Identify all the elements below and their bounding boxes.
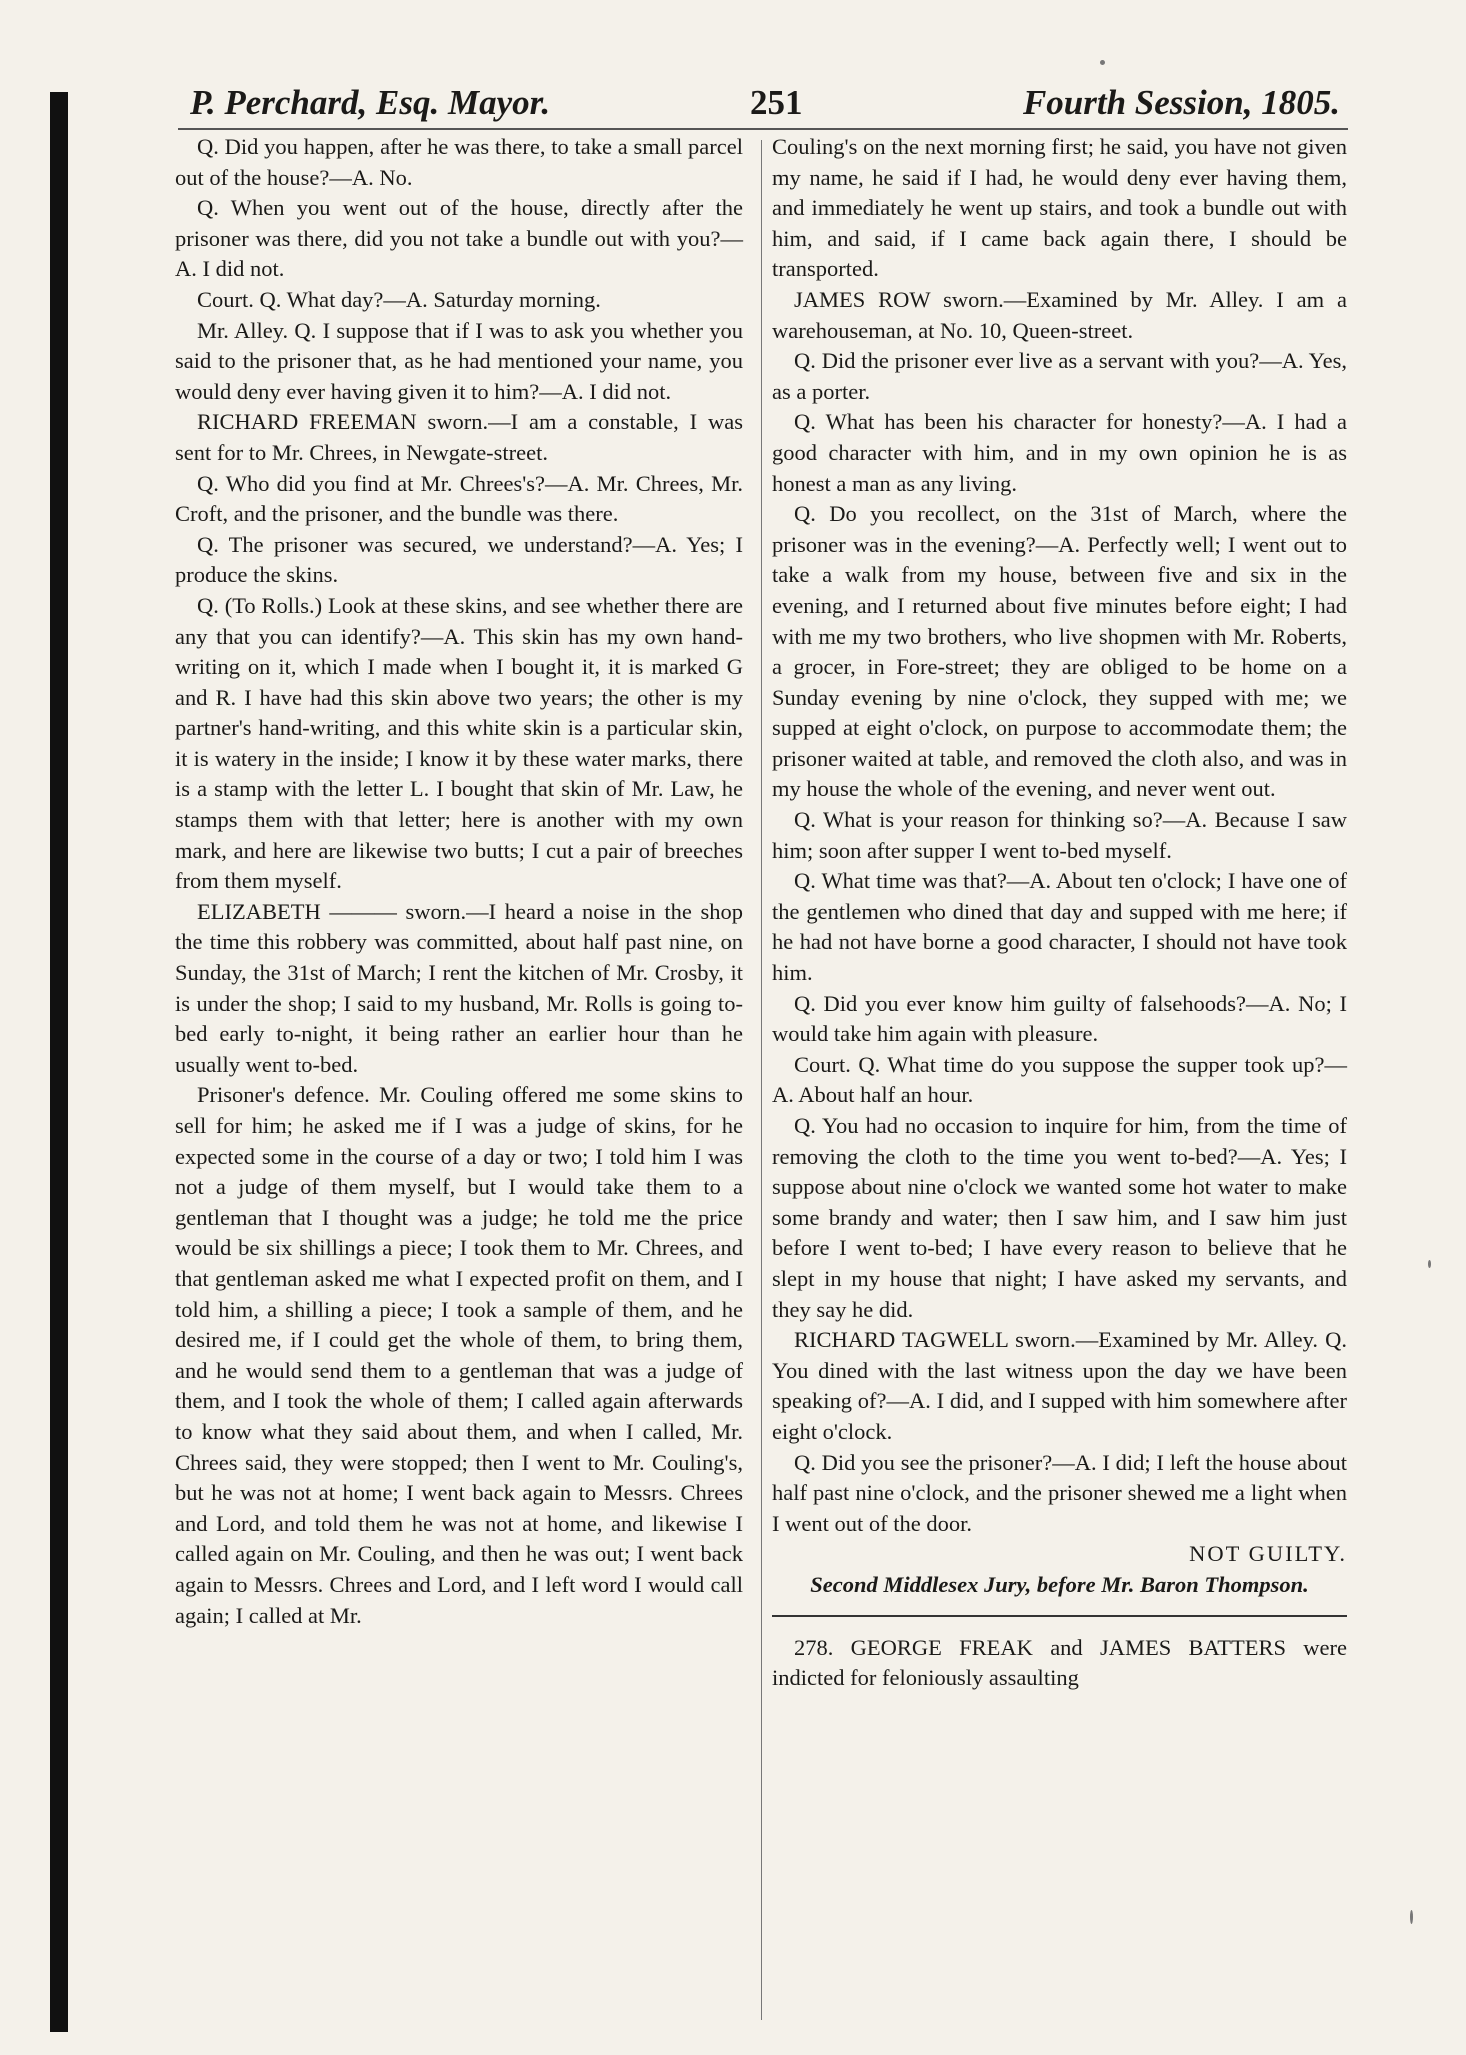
paragraph: ELIZABETH ——— sworn.—I heard a noise in the shop the time this robbery was committed, about half past nine, on Sunday, the 31st of March; I rent the kitchen of Mr. Crosby, it is under the shop; I said to my husband, Mr. Rolls is going to-bed early to-night, it being rather an earlier hour than he usually went to-bed. [175,898,743,1077]
paragraph: Q. You had no occasion to inquire for him, from the time of removing the cloth to the time you went to-bed?—A. Yes; I suppose about nine o'clock we wanted some hot water to make some brandy and water; then I saw him, and I saw him just before I went to-bed; I have every reason to believe that he slept in my house that night; I have asked my servants, and they say he did. [772,1113,1347,1322]
running-head-right: Fourth Session, 1805. [1022,83,1340,122]
paragraph: Mr. Alley. Q. I suppose that if I was to ask you whether you said to the prisoner that, as he had mentioned your name, you would deny ever having given it to him?—A. I did not. [175,317,743,404]
paragraph: RICHARD FREEMAN sworn.—I am a constable, I was sent for to Mr. Chrees, in Newgate-street. [175,409,743,465]
print-speck [1100,60,1105,65]
print-speck [1410,1910,1413,1924]
page-number: 251 [750,83,803,122]
paragraph: Q. Do you recollect, on the 31st of March, where the prisoner was in the evening?—A. Perfectly well; I went out to take a walk from my house, between five and six in the evening, and I returned about five minutes before eight; I had with me my two brothers, who live shopmen with Mr. Roberts, a grocer, in Fore-street; they are obliged to be home on a Sunday evening by nine o'clock, they supped with me; we supped at eight o'clock, on purpose to accommodate them; the prisoner waited at table, and removed the cloth also, and was in my house the whole of the evening, and never went out. [772,501,1347,802]
paragraph: Q. Who did you find at Mr. Chrees's?—A. Mr. Chrees, Mr. Croft, and the prisoner, and the bundle was there. [175,470,743,527]
paragraph: Q. What time was that?—A. About ten o'clock; I have one of the gentlemen who dined that day and supped with me here; if he had not have borne a good character, I should not have took him. [772,868,1347,986]
paragraph: Prisoner's defence. Mr. Couling offered me some skins to sell for him; he asked me if I was a judge of skins, for he expected some in the course of a day or two; I told him I was not a judge of them myself, but I would take them to a gentleman that I thought was a judge; he told me the price would be six shillings a piece; I took them to Mr. Chrees, and that gentleman asked me what I expected profit on them, and I told him, a shilling a piece; I took a sample of them, and he desired me, if I could get the whole of them, to bring them, and he would send them to a gentleman that was a judge of them, and I took the whole of them; I called again afterwards to know what they said about them, and when I called, Mr. Chrees said, they were stopped; then I went to Mr. Couling's, but he was not at home; I went back again to Messrs. Chrees and Lord, and told them he was not at home, and likewise I called again on Mr. Couling, and then he was out; I went back again to Messrs. Chrees and Lord, and I left word I would call again; I called at Mr. [175,1082,743,1628]
running-head [190,78,1340,128]
paragraph: Q. The prisoner was secured, we understand?—A. Yes; I produce the skins. [175,531,743,588]
paragraph: Couling's on the next morning first; he said, you have not given my name, he said if I had, he would deny ever having them, and immediately he went up stairs, and took a bundle out with him, and said, if I came back again there, I should be transported. [772,134,1347,282]
paragraph: RICHARD TAGWELL sworn.—Examined by Mr. Alley. Q. You dined with the last witness upon the day we have been speaking of?—A. I did, and I supped with him somewhere after eight o'clock. [772,1327,1347,1444]
header-rule [178,128,1348,130]
running-head-left: P. Perchard, Esq. Mayor. [190,83,551,122]
paragraph: Court. Q. What day?—A. Saturday morning. [197,286,601,312]
case-separator-rule [772,1615,1347,1617]
paragraph: Court. Q. What time do you suppose the supper took up?—A. About half an hour. [772,1051,1347,1108]
paragraph: Q. What has been his character for honesty?—A. I had a good character with him, and in my own opinion he is as honest a man as any living. [772,409,1347,496]
paragraph: Q. Did you ever know him guilty of falsehoods?—A. No; I would take him again with pleasure. [772,990,1347,1047]
print-speck [1428,1260,1431,1268]
right-column [772,132,1347,1694]
paragraph: Q. Did the prisoner ever live as a servant with you?—A. Yes, as a porter. [772,348,1347,404]
left-column [175,132,743,1631]
paragraph: Q. Did you happen, after he was there, to take a small parcel out of the house?—A. No. [175,134,743,190]
next-case-heading: 278. GEORGE FREAK and JAMES BATTERS were indicted for feloniously assaulting [772,1634,1347,1691]
jury-caption: Second Middlesex Jury, before Mr. Baron Thompson. [810,1571,1309,1597]
page-spine-shadow [50,92,68,2032]
paragraph: Q. What is your reason for thinking so?—A. Because I saw him; soon after supper I went to-bed myself. [772,807,1347,863]
paragraph: Q. When you went out of the house, directly after the prisoner was there, did you not take a bundle out with you?—A. I did not. [175,195,743,282]
paragraph: Q. Did you see the prisoner?—A. I did; I left the house about half past nine o'clock, and the prisoner shewed me a light when I went out of the door. [772,1449,1347,1536]
paragraph: Q. (To Rolls.) Look at these skins, and see whether there are any that you can identify?—A. This skin has my own hand-writing on it, which I made when I bought it, it is marked G and R. I have had this skin above two years; the other is my partner's hand-writing, and this white skin is a particular skin, it is watery in the inside; I know it by these water marks, there is a stamp with the letter L. I bought that skin of Mr. Law, he stamps them with that letter; here is another with my own mark, and here are likewise two butts; I cut a pair of breeches from them myself. [175,592,743,894]
column-divider [761,140,762,2020]
verdict-text: NOT GUILTY. [1189,1541,1347,1567]
paragraph: JAMES ROW sworn.—Examined by Mr. Alley. I am a warehouseman, at No. 10, Queen-street. [772,286,1347,343]
verdict [772,1539,1347,1570]
